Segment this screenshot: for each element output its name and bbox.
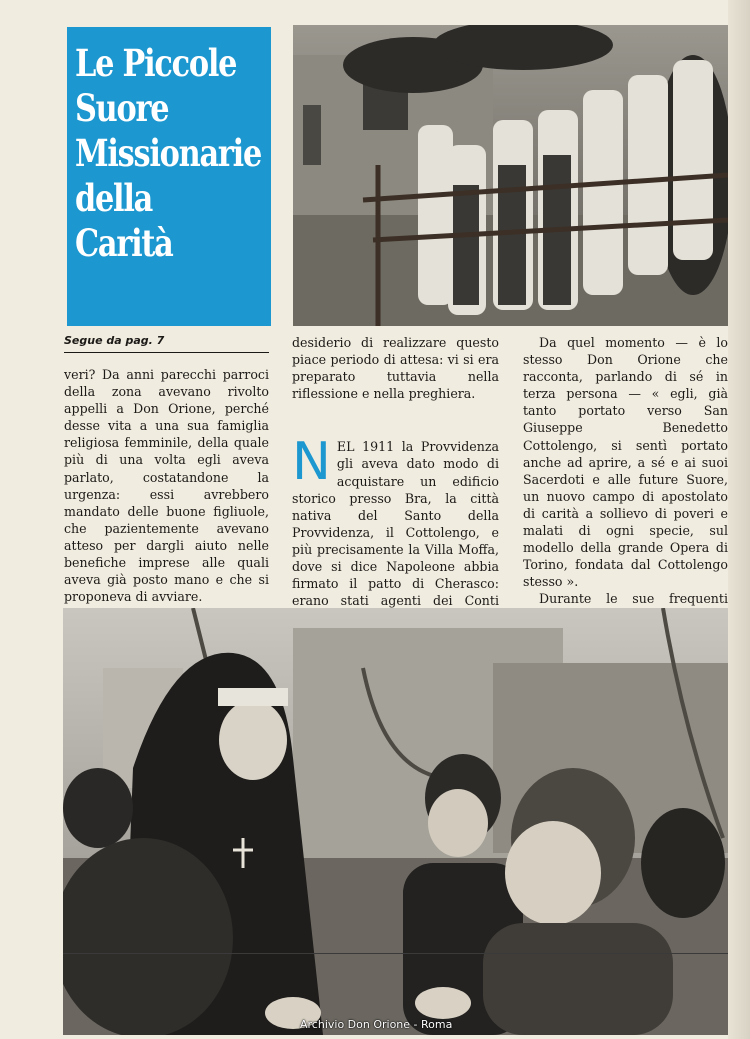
archive-caption: Archivio Don Orione - Roma [300,1018,453,1031]
paragraph: veri? Da anni parecchi parroci della zona avevano rivolto appelli a Don Orione, perché desse vita a una sua famiglia religiosa femminile, della quale più di una volta egli aveva parlato, costatandone la urgenza: essi avrebbero mandato delle buone figliuole, che pazientemente avevano atteso per dargli aiuto nelle benefiche imprese alle quali aveva già posto mano e che si proponeva di avviare. [64,367,269,605]
paragraph: desiderio di realizzare questo piace periodo di attesa: vi si era preparato tuttavia nella riflessione e nella preghiera. [292,335,499,402]
paragraph: Durante le sue frequenti [539,591,728,607]
article-title [75,41,261,266]
title-line: Suore [75,86,169,130]
paragraph-text: EL 1911 la Provvidenza gli aveva dato modo di acquistare un edificio storico presso Bra, la città nativa del Santo della Provvidenza, il Cottolengo, e più precisamente la Villa Moffa, dove si dice Napoleone abbia firmato il patto di Cherasco: erano stati agenti dei Conti [292,439,499,609]
page-edge [728,0,750,1039]
drop-cap: N [292,432,331,493]
photo-nuns-image [293,25,728,326]
photo-nun-boys [63,608,728,1035]
photo-nuns [293,25,728,326]
title-line: Le Piccole [75,41,237,85]
title-box [67,27,271,326]
title-line: della [75,176,153,220]
follow-up-note: Segue da pag. 7 [64,334,269,353]
paragraph: Da quel momento — è lo stesso Don Orione che racconta, parlando di sé in terza persona — « egli, già tanto portato verso San Giuseppe Benedetto Cottolengo, si sentì portato anche ad aprire, a sé e ai suoi Sacerdoti e alle future Suore, un nuovo campo di apostolato di carità a sollievo di poveri e malati di ogni specie, sul modello della grande Opera di Torino, fondata dal Cottolengo stesso ». [523,335,728,590]
title-line: Carità [75,221,173,265]
title-line: Missionarie [75,131,262,175]
photo-nun-boys-image [63,608,728,1035]
photo-line [63,953,728,954]
